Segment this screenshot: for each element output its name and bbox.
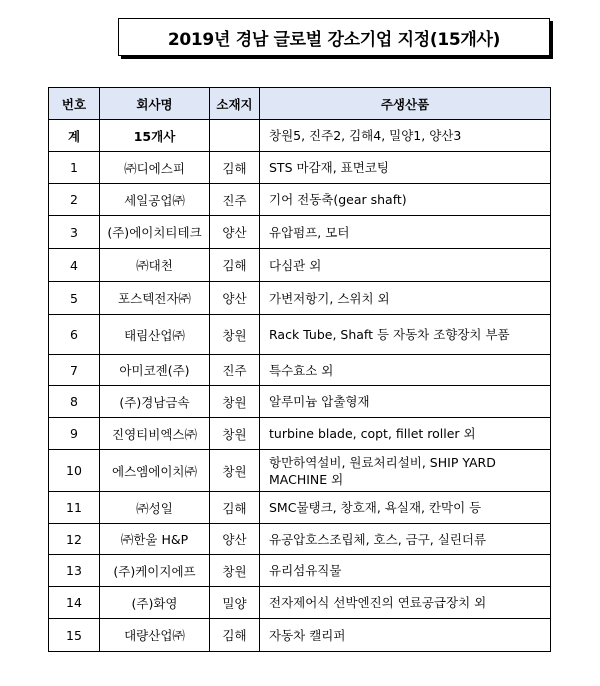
page-title: 2019년 경남 글로벌 강소기업 지정(15개사) — [118, 18, 550, 56]
row-number: 5 — [49, 282, 100, 315]
main-product: 알루미늄 압출형재 — [260, 386, 551, 418]
row-number: 6 — [49, 315, 100, 355]
main-product: 자동차 캘리퍼 — [260, 619, 551, 652]
table-row — [49, 184, 551, 216]
company-name: (주)화영 — [100, 587, 210, 619]
row-number: 10 — [49, 450, 100, 492]
company-location: 창원 — [210, 315, 260, 355]
company-location: 양산 — [210, 524, 260, 555]
main-product: 유공압호스조립체, 호스, 금구, 실린더류 — [260, 524, 551, 555]
main-product: Rack Tube, Shaft 등 자동차 조향장치 부품 — [260, 315, 551, 355]
table-row — [49, 249, 551, 282]
company-location: 밀양 — [210, 587, 260, 619]
company-location: 진주 — [210, 355, 260, 386]
company-name: ㈜대천 — [100, 249, 210, 282]
company-location: 창원 — [210, 386, 260, 418]
company-name: (주)에이치티테크 — [100, 216, 210, 249]
table-row — [49, 619, 551, 652]
row-number: 2 — [49, 184, 100, 216]
company-name: 진영티비엑스㈜ — [100, 418, 210, 450]
main-product: 항만하역설비, 원료처리설비, SHIP YARD MACHINE 외 — [260, 450, 551, 492]
table-row — [49, 355, 551, 386]
table-row — [49, 216, 551, 249]
table-row — [49, 587, 551, 619]
main-product: 기어 전동축(gear shaft) — [260, 184, 551, 216]
total-location — [210, 120, 260, 152]
company-name: 태림산업㈜ — [100, 315, 210, 355]
table-header-row — [49, 88, 551, 120]
company-name: 아미코젠(주) — [100, 355, 210, 386]
table-row — [49, 492, 551, 524]
table-row — [49, 315, 551, 355]
company-name: 에스엠에이치㈜ — [100, 450, 210, 492]
row-number: 14 — [49, 587, 100, 619]
row-number: 15 — [49, 619, 100, 652]
row-number: 8 — [49, 386, 100, 418]
main-product: STS 마감재, 표면코팅 — [260, 152, 551, 184]
main-product: 전자제어식 선박엔진의 연료공급장치 외 — [260, 587, 551, 619]
company-location: 양산 — [210, 282, 260, 315]
row-number: 13 — [49, 555, 100, 587]
company-name: 포스텍전자㈜ — [100, 282, 210, 315]
table-row — [49, 450, 551, 492]
row-number: 3 — [49, 216, 100, 249]
table-row — [49, 524, 551, 555]
company-location: 진주 — [210, 184, 260, 216]
row-number: 12 — [49, 524, 100, 555]
main-product: 특수효소 외 — [260, 355, 551, 386]
row-number: 11 — [49, 492, 100, 524]
header-product: 주생산품 — [260, 88, 551, 120]
company-name: ㈜성일 — [100, 492, 210, 524]
main-product: SMC물탱크, 창호재, 욕실재, 칸막이 등 — [260, 492, 551, 524]
company-location: 양산 — [210, 216, 260, 249]
company-name: 대량산업㈜ — [100, 619, 210, 652]
company-table — [48, 87, 551, 652]
table-row — [49, 418, 551, 450]
total-company-count: 15개사 — [100, 120, 210, 152]
company-location: 김해 — [210, 492, 260, 524]
row-number: 1 — [49, 152, 100, 184]
company-location: 김해 — [210, 619, 260, 652]
main-product: 유압펌프, 모터 — [260, 216, 551, 249]
company-name: 세일공업㈜ — [100, 184, 210, 216]
table-row — [49, 152, 551, 184]
total-row — [49, 120, 551, 152]
company-name: ㈜디에스피 — [100, 152, 210, 184]
row-number: 9 — [49, 418, 100, 450]
row-number: 4 — [49, 249, 100, 282]
company-location: 김해 — [210, 152, 260, 184]
header-location: 소재지 — [210, 88, 260, 120]
main-product: turbine blade, copt, fillet roller 외 — [260, 418, 551, 450]
company-name: ㈜한울 H&P — [100, 524, 210, 555]
header-number: 번호 — [49, 88, 100, 120]
table-row — [49, 282, 551, 315]
total-label: 계 — [49, 120, 100, 152]
company-location: 창원 — [210, 450, 260, 492]
row-number: 7 — [49, 355, 100, 386]
main-product: 다심관 외 — [260, 249, 551, 282]
table-row — [49, 555, 551, 587]
main-product: 가변저항기, 스위치 외 — [260, 282, 551, 315]
company-name: (주)경남금속 — [100, 386, 210, 418]
company-location: 김해 — [210, 249, 260, 282]
main-product: 유리섬유직물 — [260, 555, 551, 587]
header-company: 회사명 — [100, 88, 210, 120]
company-location: 창원 — [210, 418, 260, 450]
table-row — [49, 386, 551, 418]
company-location: 창원 — [210, 555, 260, 587]
total-breakdown: 창원5, 진주2, 김해4, 밀양1, 양산3 — [260, 120, 551, 152]
company-name: (주)케이지에프 — [100, 555, 210, 587]
